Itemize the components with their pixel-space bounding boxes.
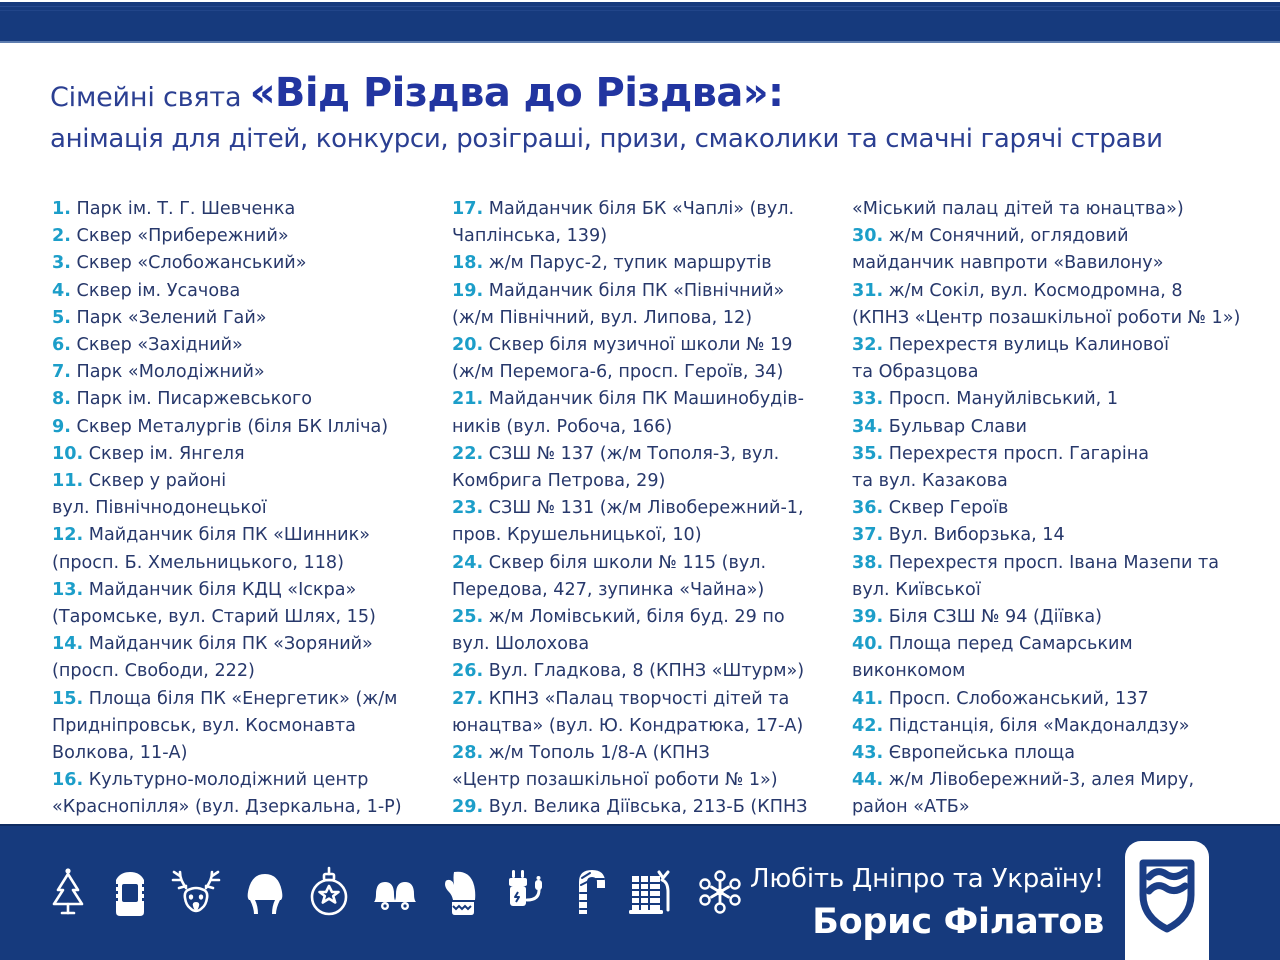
list-item-number: 8. <box>52 389 71 410</box>
list-item <box>452 740 844 767</box>
list-item-number: 16. <box>52 770 84 791</box>
list-item-text: «Краснопілля» (вул. Дзеркальна, 1-Р) <box>52 797 402 818</box>
list-item-text: Вул. Виборзька, 14 <box>888 525 1065 546</box>
list-item-text: Волкова, 11-А) <box>52 743 188 764</box>
list-item-text: Комбрига Петрова, 29) <box>452 471 666 492</box>
list-item <box>52 414 442 441</box>
list-item-number: 15. <box>52 688 84 709</box>
list-item-number: 4. <box>52 280 71 301</box>
reindeer-icon <box>170 866 222 918</box>
list-item-text: Європейська площа <box>888 743 1076 764</box>
list-item-continuation <box>852 250 1252 277</box>
list-item-text: КПНЗ «Палац творчості дітей та <box>488 688 790 709</box>
list-item-text: Перехрестя вулиць Калинової <box>888 335 1169 356</box>
title-strong: «Від Різдва до Різдва»: <box>249 70 784 116</box>
list-item-number: 42. <box>852 715 884 736</box>
list-item-text: Вул. Велика Діївська, 213-Б (КПНЗ <box>488 797 808 818</box>
list-item-number: 25. <box>452 607 484 628</box>
santa-hat-icon <box>242 866 288 918</box>
list-item-text: (ж/м Північний, вул. Липова, 12) <box>452 307 753 328</box>
list-item-number: 27. <box>452 688 484 709</box>
list-item-text: ж/м Лівобережний-3, алея Миру, <box>888 770 1195 791</box>
list-item <box>452 658 844 685</box>
list-item-text: Сквер у районі <box>88 471 227 492</box>
list-item-text: (просп. Б. Хмельницького, 118) <box>52 552 344 573</box>
list-item-number: 32. <box>852 335 884 356</box>
list-item <box>852 767 1252 794</box>
list-item-continuation <box>52 604 442 631</box>
page-subtitle: анімація для дітей, конкурси, розіграші, призи, смаколики та смачні гарячі страви <box>50 124 1163 154</box>
list-item-text: Сквер біля музичної школи № 19 <box>488 335 793 356</box>
locations-column-1 <box>52 196 442 822</box>
list-item <box>452 332 844 359</box>
list-item-continuation <box>452 414 844 441</box>
top-decorative-band <box>0 2 1280 43</box>
list-item-text: (просп. Свободи, 222) <box>52 661 255 682</box>
list-item-text: Біля СЗШ № 94 (Діївка) <box>888 607 1103 628</box>
locations-list <box>0 196 1280 818</box>
list-item-number: 7. <box>52 362 71 383</box>
list-item <box>852 713 1252 740</box>
list-item <box>452 604 844 631</box>
list-item <box>52 332 442 359</box>
list-item-text: ж/м Сокіл, вул. Космодромна, 8 <box>888 280 1183 301</box>
list-item-text: Сквер Героїв <box>888 498 1009 519</box>
list-item-number: 18. <box>452 253 484 274</box>
list-item-text: Майданчик біля ПК «Зоряний» <box>88 634 373 655</box>
list-item-text: Чаплінська, 139) <box>452 226 608 247</box>
list-item-continuation <box>852 577 1252 604</box>
list-item-text: Просп. Слобожанський, 137 <box>888 688 1149 709</box>
list-item-continuation <box>52 740 442 767</box>
list-item <box>852 223 1252 250</box>
list-item-text: юнацтва» (вул. Ю. Кондратюка, 17-А) <box>452 715 804 736</box>
list-item <box>52 522 442 549</box>
list-item-text: Сквер Металургів (біля БК Ілліча) <box>76 416 389 437</box>
list-item <box>52 631 442 658</box>
list-item-text: Майданчик біля БК «Чаплі» (вул. <box>488 199 795 219</box>
list-item-continuation <box>852 468 1252 495</box>
mitten-icon <box>440 866 482 918</box>
list-item-number: 36. <box>852 498 884 519</box>
list-item-number: 2. <box>52 226 71 247</box>
list-item <box>852 631 1252 658</box>
slogan-block <box>750 864 1104 942</box>
list-item-text: (ж/м Перемога-6, просп. Героїв, 34) <box>452 362 784 383</box>
list-item-continuation <box>52 794 442 821</box>
list-item-number: 34. <box>852 416 884 437</box>
list-item-text: Підстанція, біля «Макдоналдзу» <box>888 715 1190 736</box>
list-item-text: ж/м Сонячний, оглядовий <box>888 226 1129 247</box>
list-item-text: Перехрестя просп. Івана Мазепи та <box>888 552 1220 573</box>
list-item <box>852 414 1252 441</box>
list-item-number: 39. <box>852 607 884 628</box>
list-item <box>52 577 442 604</box>
list-item-text: ників (вул. Робоча, 166) <box>452 416 673 437</box>
list-item-number: 41. <box>852 688 884 709</box>
list-item-text: Придніпровськ, вул. Космонавта <box>52 715 356 736</box>
list-item-text: Майданчик біля КДЦ «Іскра» <box>88 579 357 600</box>
list-item-number: 1. <box>52 199 71 219</box>
list-item <box>852 522 1252 549</box>
list-item-text: майданчик навпроти «Вавилону» <box>852 253 1164 274</box>
list-item-text: СЗШ № 131 (ж/м Лівобережний-1, <box>488 498 804 519</box>
title-lead: Сімейні свята <box>50 82 250 113</box>
list-item-text: «Міський палац дітей та юнацтва») <box>852 199 1184 219</box>
list-item-text: Парк ім. Т. Г. Шевченка <box>76 199 296 219</box>
list-item-text: ж/м Ломівський, біля буд. 29 по <box>488 607 785 628</box>
dnipro-city-shield-logo <box>1125 841 1209 960</box>
list-item-continuation <box>852 359 1252 386</box>
list-item-number: 23. <box>452 498 484 519</box>
list-item-continuation <box>52 658 442 685</box>
list-item-number: 20. <box>452 335 484 356</box>
list-item-text: виконкомом <box>852 661 966 682</box>
list-item-number: 22. <box>452 443 484 464</box>
list-item-continuation <box>52 550 442 577</box>
list-item-text: Парк ім. Писаржевського <box>76 389 313 410</box>
list-item-number: 30. <box>852 226 884 247</box>
list-item-text: Сквер ім. Янгеля <box>88 443 245 464</box>
list-item-text: Бульвар Слави <box>888 416 1027 437</box>
list-item-continuation <box>452 522 844 549</box>
list-item-number: 29. <box>452 797 484 818</box>
list-item-number: 31. <box>852 280 884 301</box>
list-item <box>852 686 1252 713</box>
list-item-number: 28. <box>452 743 484 764</box>
list-item-text: Майданчик біля ПК Машинобудів- <box>488 389 804 410</box>
list-item <box>852 550 1252 577</box>
list-item <box>852 386 1252 413</box>
list-item <box>52 468 442 495</box>
list-item <box>52 441 442 468</box>
list-item <box>452 250 844 277</box>
list-item <box>452 495 844 522</box>
list-item-text: Вул. Гладкова, 8 (КПНЗ «Штурм») <box>488 661 805 682</box>
list-item-number: 38. <box>852 552 884 573</box>
list-item <box>852 604 1252 631</box>
list-item <box>852 495 1252 522</box>
christmas-bauble-icon <box>308 866 350 918</box>
locations-column-3 <box>852 196 1252 822</box>
list-item-continuation <box>852 658 1252 685</box>
advent-calendar-icon <box>626 866 676 918</box>
list-item-text: (Таромське, вул. Старий Шлях, 15) <box>52 607 376 628</box>
list-item <box>852 740 1252 767</box>
list-item-number: 12. <box>52 525 84 546</box>
footer-top-edge <box>0 824 1280 826</box>
list-item <box>52 223 442 250</box>
list-item-text: Культурно-молодіжний центр <box>88 770 369 791</box>
list-item-text: вул. Шолохова <box>452 634 590 655</box>
list-item-number: 40. <box>852 634 884 655</box>
list-item-text: «Центр позашкільної роботи № 1») <box>452 770 778 791</box>
list-item-number: 11. <box>52 471 84 492</box>
list-item <box>52 359 442 386</box>
list-item-number: 26. <box>452 661 484 682</box>
list-item-text: Сквер ім. Усачова <box>76 280 241 301</box>
list-item-number: 10. <box>52 443 84 464</box>
list-item-text: ж/м Тополь 1/8-А (КПНЗ <box>488 743 710 764</box>
page-title <box>50 70 1250 116</box>
list-item-number: 9. <box>52 416 71 437</box>
list-item-number: 33. <box>852 389 884 410</box>
footer-bar <box>0 824 1280 960</box>
locations-column-2 <box>452 196 844 822</box>
list-item <box>452 196 844 223</box>
list-item-text: Сквер біля школи № 115 (вул. <box>488 552 767 573</box>
list-item-text: та вул. Казакова <box>852 471 1008 492</box>
list-item <box>452 441 844 468</box>
list-item-number: 6. <box>52 335 71 356</box>
list-item-number: 35. <box>852 443 884 464</box>
list-item-continuation <box>52 713 442 740</box>
list-item-text: Сквер «Слобожанський» <box>76 253 307 274</box>
list-item <box>852 441 1252 468</box>
list-item <box>52 250 442 277</box>
list-item-text: Майданчик біля ПК «Північний» <box>488 280 785 301</box>
list-item-text: Сквер «Прибережний» <box>76 226 289 247</box>
list-item-continuation <box>52 495 442 522</box>
candy-cane-icon <box>568 866 606 918</box>
gift-box-icon <box>110 866 150 918</box>
list-item <box>452 550 844 577</box>
list-item-continuation <box>852 794 1252 821</box>
list-item-text: Площа біля ПК «Енергетик» (ж/м <box>88 688 398 709</box>
list-item-text: ж/м Парус-2, тупик маршрутів <box>488 253 772 274</box>
list-item-number: 44. <box>852 770 884 791</box>
list-item-continuation <box>452 631 844 658</box>
list-item-continuation <box>452 223 844 250</box>
list-item-text: Майданчик біля ПК «Шинник» <box>88 525 370 546</box>
list-item <box>452 386 844 413</box>
list-item-continuation <box>852 305 1252 332</box>
slogan-line-2: Борис Філатов <box>812 902 1104 942</box>
list-item <box>852 332 1252 359</box>
list-item <box>852 278 1252 305</box>
band-hairline-1 <box>0 6 1280 7</box>
christmas-tree-icon <box>46 866 90 918</box>
list-item-text: вул. Північнодонецької <box>52 498 267 519</box>
band-hairline-2 <box>0 10 1280 11</box>
list-item <box>52 767 442 794</box>
bells-icon <box>370 866 420 918</box>
list-item-text: Перехрестя просп. Гагаріна <box>888 443 1149 464</box>
snowflake-icon <box>696 866 744 918</box>
list-item-number: 43. <box>852 743 884 764</box>
list-item-text: вул. Київської <box>852 579 981 600</box>
list-item <box>52 305 442 332</box>
slogan-line-1: Любіть Дніпро та Україну! <box>750 864 1104 894</box>
list-item <box>52 686 442 713</box>
list-item <box>452 794 844 821</box>
list-item <box>52 196 442 223</box>
list-item-text: (КПНЗ «Центр позашкільної роботи № 1») <box>852 307 1241 328</box>
list-item-number: 17. <box>452 199 484 219</box>
list-item-number: 5. <box>52 307 71 328</box>
list-item-continuation <box>852 196 1252 223</box>
list-item-number: 21. <box>452 389 484 410</box>
list-item-number: 14. <box>52 634 84 655</box>
list-item-text: Сквер «Західний» <box>76 335 243 356</box>
list-item-number: 13. <box>52 579 84 600</box>
list-item-continuation <box>452 577 844 604</box>
list-item-continuation <box>452 713 844 740</box>
list-item-continuation <box>452 767 844 794</box>
list-item-number: 24. <box>452 552 484 573</box>
list-item-number: 3. <box>52 253 71 274</box>
list-item-continuation <box>452 305 844 332</box>
list-item-text: Передова, 427, зупинка «Чайна») <box>452 579 765 600</box>
list-item-text: Просп. Мануйлівський, 1 <box>888 389 1119 410</box>
list-item-number: 19. <box>452 280 484 301</box>
list-item-text: Парк «Зелений Гай» <box>76 307 267 328</box>
list-item-continuation <box>452 359 844 386</box>
list-item <box>452 278 844 305</box>
garland-plug-icon <box>502 866 548 918</box>
list-item-text: та Образцова <box>852 362 979 383</box>
list-item-continuation <box>452 468 844 495</box>
holiday-icon-row <box>46 852 746 932</box>
list-item-text: Площа перед Самарським <box>888 634 1133 655</box>
list-item-text: Парк «Молодіжний» <box>76 362 265 383</box>
list-item-number: 37. <box>852 525 884 546</box>
list-item-text: СЗШ № 137 (ж/м Тополя-3, вул. <box>488 443 780 464</box>
list-item <box>452 686 844 713</box>
list-item-text: пров. Крушельницької, 10) <box>452 525 702 546</box>
list-item <box>52 386 442 413</box>
list-item-text: район «АТБ» <box>852 797 970 818</box>
list-item <box>52 278 442 305</box>
band-hairline-3 <box>0 41 1280 43</box>
